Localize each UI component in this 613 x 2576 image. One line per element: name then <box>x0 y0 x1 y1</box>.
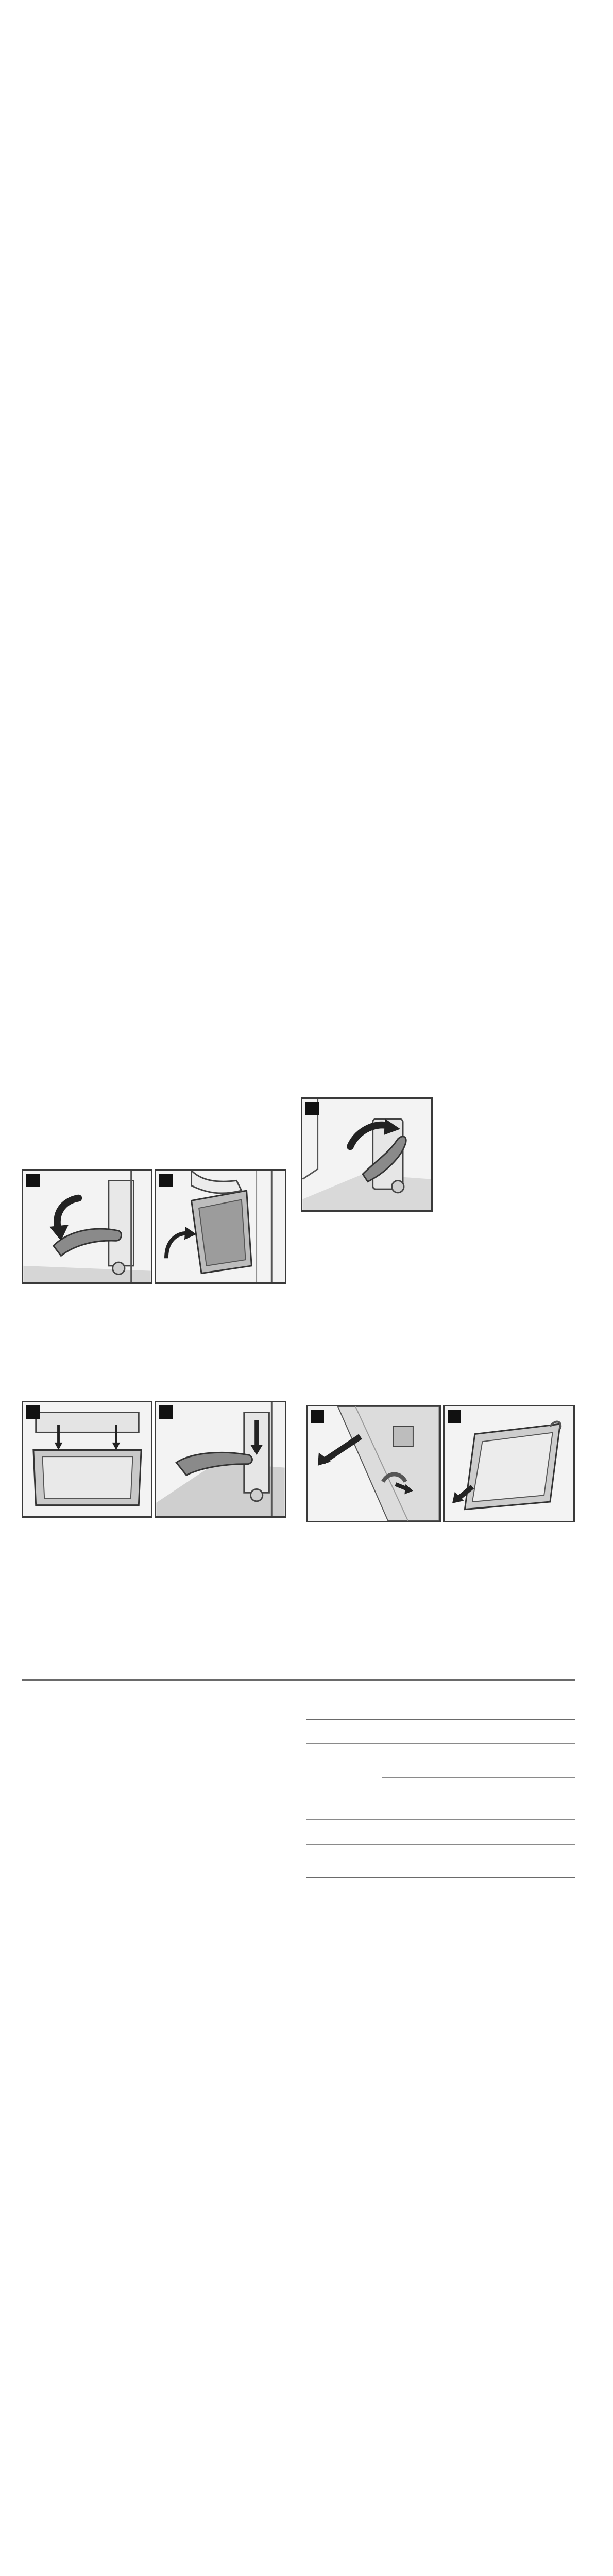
door-panel-tilt-icon <box>156 1171 285 1282</box>
table-rule-bottom <box>306 1877 575 1878</box>
figure-pane-remove <box>443 1405 575 1522</box>
figure-door-lift <box>155 1169 286 1284</box>
step-marker <box>26 1174 40 1187</box>
figure-hinge-open <box>301 1097 433 1212</box>
hinge-lever-press-icon <box>156 1402 285 1516</box>
pane-slide-arrow-icon <box>308 1406 439 1521</box>
pane-remove-arrow-icon <box>445 1406 573 1521</box>
step-marker <box>448 1410 461 1423</box>
figure-hinge-lock <box>155 1401 286 1518</box>
step-marker <box>159 1174 173 1187</box>
figure-hinge-unlock <box>22 1169 152 1284</box>
table-rule-top <box>306 1719 575 1720</box>
table-rule-indented <box>382 1777 575 1778</box>
table-rule <box>306 1743 575 1744</box>
step-marker <box>311 1410 324 1423</box>
hinge-lever-lift-icon <box>302 1099 431 1210</box>
hinge-lever-down-icon <box>23 1171 151 1282</box>
table-rule <box>306 1819 575 1820</box>
figure-pane-insert <box>22 1401 152 1518</box>
figure-pane-slide-out <box>306 1405 441 1522</box>
step-marker <box>305 1102 319 1115</box>
step-marker <box>26 1405 40 1419</box>
table-rule <box>306 1844 575 1845</box>
section-divider <box>22 1679 575 1681</box>
step-marker <box>159 1405 173 1419</box>
glass-pane-insert-icon <box>23 1402 151 1516</box>
